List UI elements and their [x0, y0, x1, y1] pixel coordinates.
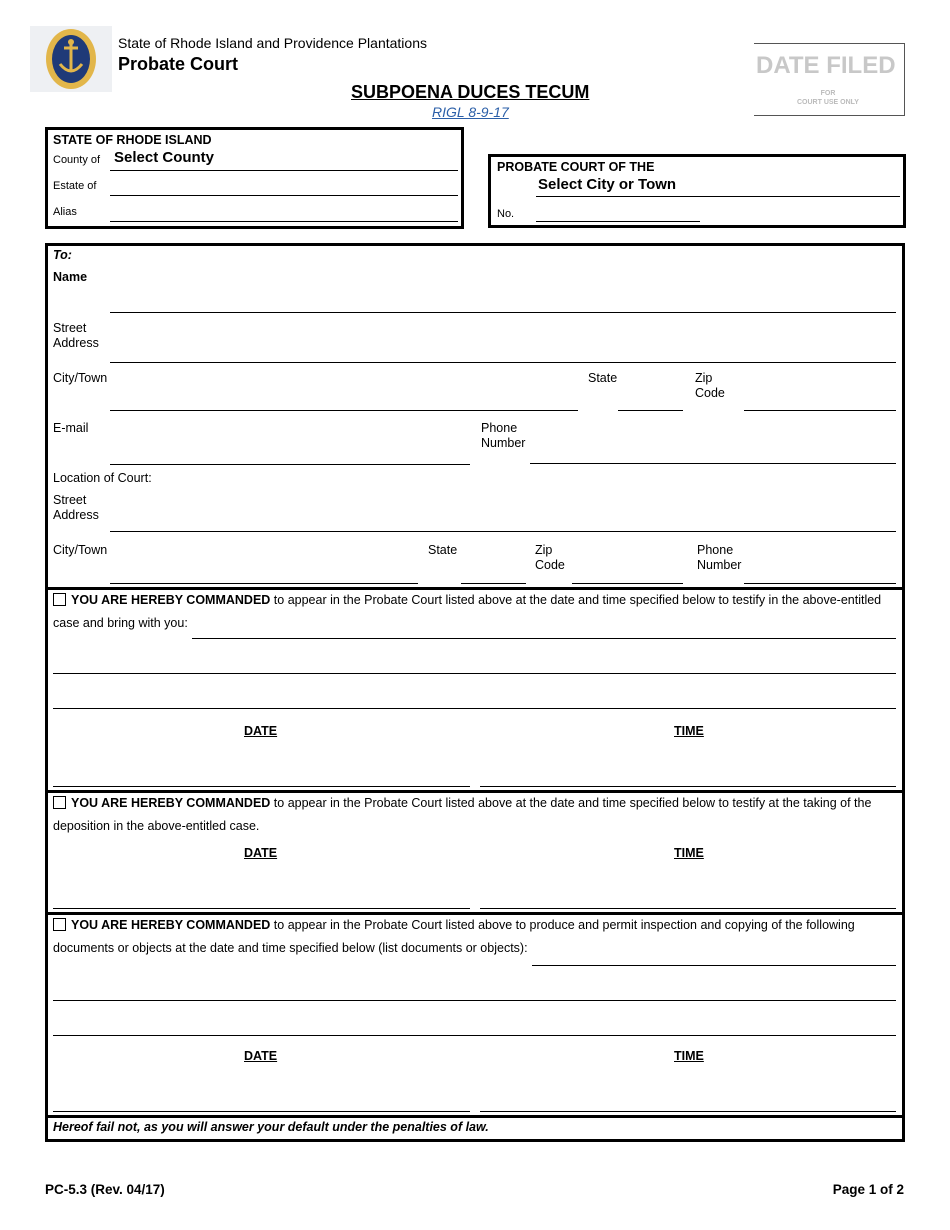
command-2-checkbox[interactable]: [53, 796, 66, 809]
court-city-label: City/Town: [53, 543, 108, 557]
bring-with-you-line-3[interactable]: [53, 686, 896, 708]
state-line: State of Rhode Island and Providence Plantations: [118, 35, 427, 51]
court-zip-field[interactable]: [572, 561, 683, 583]
penalty-notice: Hereof fail not, as you will answer your default under the penalties of law.: [53, 1120, 489, 1134]
command-1-time-field[interactable]: [480, 763, 896, 785]
court-street-field[interactable]: [110, 509, 896, 531]
estate-label: Estate of: [53, 180, 97, 192]
command-3-date-label: DATE: [244, 1049, 278, 1063]
street-field[interactable]: [110, 340, 896, 362]
statute-link[interactable]: RIGL 8-9-17: [432, 104, 509, 120]
email-label: E-mail: [53, 421, 89, 435]
page-title: SUBPOENA DUCES TECUM: [351, 82, 590, 102]
case-no-label: No.: [497, 208, 515, 220]
section-divider: [45, 1115, 905, 1118]
state-heading: STATE OF RHODE ISLAND: [53, 133, 212, 147]
court-city-field[interactable]: [110, 561, 418, 583]
name-field[interactable]: [110, 290, 896, 312]
command-2-time-label: TIME: [674, 846, 704, 860]
court-zip-label: Zip Code: [535, 543, 565, 572]
city-field[interactable]: [110, 388, 578, 410]
command-2-text: YOU ARE HEREBY COMMANDED to appear in the Probate Court listed above at the date and time specified below to testify at the taking of the: [53, 796, 871, 810]
command-1-text-2: case and bring with you:: [53, 616, 188, 630]
command-3-time-field[interactable]: [480, 1088, 896, 1110]
for-label: FOR: [820, 90, 836, 97]
court-state-label: State: [428, 543, 458, 557]
state-label: State: [588, 371, 618, 385]
zip-label: Zip Code: [695, 371, 725, 400]
command-3-date-field[interactable]: [53, 1088, 470, 1110]
street-label: Street Address: [53, 321, 99, 350]
documents-field[interactable]: [532, 943, 896, 965]
court-use-only-label: COURT USE ONLY: [797, 99, 859, 106]
date-filed-label: DATE FILED: [756, 52, 896, 79]
zip-field[interactable]: [744, 388, 896, 410]
state-field[interactable]: [618, 388, 683, 410]
court-street-label: Street Address: [53, 493, 99, 522]
command-1-time-label: TIME: [674, 724, 704, 738]
section-divider: [45, 912, 905, 915]
probate-court-heading: PROBATE COURT OF THE: [497, 160, 655, 174]
command-2-date-label: DATE: [244, 846, 278, 860]
court-state-field[interactable]: [461, 561, 526, 583]
court-phone-field[interactable]: [744, 561, 896, 583]
phone-field[interactable]: [530, 441, 896, 463]
county-select[interactable]: Select County: [114, 149, 215, 166]
court-name: Probate Court: [118, 54, 239, 74]
alias-label: Alias: [53, 206, 77, 218]
state-seal-icon: [30, 26, 112, 92]
command-3-time-label: TIME: [674, 1049, 704, 1063]
page-number: Page 1 of 2: [832, 1182, 904, 1197]
command-3-text-2: documents or objects at the date and time specified below (list documents or objects):: [53, 941, 528, 955]
command-1-date-label: DATE: [244, 724, 278, 738]
email-field[interactable]: [110, 442, 470, 464]
command-3-text: YOU ARE HEREBY COMMANDED to appear in the Probate Court listed above to produce and permit inspection and copying of the following: [53, 918, 855, 932]
documents-line-3[interactable]: [53, 1013, 896, 1035]
form-id: PC-5.3 (Rev. 04/17): [45, 1182, 165, 1197]
command-1-text: YOU ARE HEREBY COMMANDED to appear in the Probate Court listed above at the date and time specified below to testify in the above-entitled: [53, 593, 881, 607]
phone-label: Phone Number: [481, 421, 526, 450]
command-2-text-2: deposition in the above-entitled case.: [53, 819, 260, 833]
command-2-date-field[interactable]: [53, 885, 470, 907]
alias-field[interactable]: [110, 204, 458, 222]
command-3-checkbox[interactable]: [53, 918, 66, 931]
command-2-time-field[interactable]: [480, 885, 896, 907]
bring-with-you-line-2[interactable]: [53, 651, 896, 673]
county-label: County of: [53, 154, 101, 166]
section-divider: [45, 587, 905, 590]
command-1-date-field[interactable]: [53, 763, 470, 785]
command-1-checkbox[interactable]: [53, 593, 66, 606]
case-no-field[interactable]: [536, 204, 700, 220]
city-town-select[interactable]: Select City or Town: [538, 176, 677, 193]
section-divider: [45, 790, 905, 793]
court-phone-label: Phone Number: [697, 543, 742, 572]
bring-with-you-field[interactable]: [192, 616, 896, 638]
city-label: City/Town: [53, 371, 108, 385]
estate-field[interactable]: [110, 178, 458, 196]
location-of-court-label: Location of Court:: [53, 471, 152, 485]
documents-line-2[interactable]: [53, 978, 896, 1000]
to-label: To:: [53, 248, 72, 262]
name-label: Name: [53, 270, 88, 284]
date-filed-box: [754, 43, 905, 116]
